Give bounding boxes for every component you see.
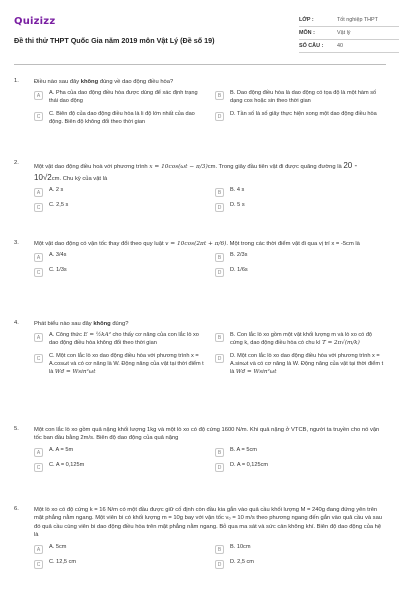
question-number: 3. <box>14 240 19 246</box>
option-b[interactable] <box>215 332 386 348</box>
option-letter: D <box>215 112 224 121</box>
question-text: Một lò xo có độ cứng k = 16 N/m có một đầu được giữ cố định còn đầu kia gắn vào quả cầu khối lượng M = 240g đang đứng yên trên mặt phẳng nằm ngang. Một viên bi có khối lượng m = 10g bay với vận tốc v₀ = 10 m/s theo phương ngang đến gắn vào quả cầu và sau đó quả cầu cùng viên bi dao động điều hòa trên mặt phẳng nằm ngang. Bỏ qua ma sát và sức cản không khí. Biên độ dao động của hệ là <box>34 507 383 539</box>
option-text: B. Dao động điều hòa là dao động có tọa độ là một hàm số dạng cos hoặc sin theo thời gian <box>230 90 377 105</box>
header-divider <box>14 64 386 65</box>
option-letter: C <box>34 463 43 472</box>
question-text: Một con lắc lò xo gồm quả nặng khối lượng 1kg và một lò xo có độ cứng 1600 N/m. Khi quả nặng ở VTCB, người ta truyền cho nó vận tốc ban đầu bằng 2m/s. Biên độ dao động của quả nặng <box>34 427 380 442</box>
option-d[interactable] <box>215 267 386 277</box>
equation: v = 10cos(2πt + π/6) <box>165 241 227 247</box>
option-letter: B <box>215 545 224 554</box>
option-text: C. Biên độ của dao động điều hòa là li độ lớn nhất của dao động. Biên độ không đổi theo thời gian <box>49 111 195 125</box>
option-text: A. Công thức E = ½kA² cho thấy cơ năng của con lắc lò xo dao động điều hòa không đổi theo thời gian <box>49 332 199 347</box>
option-text: A. 5cm <box>49 543 67 550</box>
meta-value: Vật lý <box>337 30 351 36</box>
question-number: 4. <box>14 320 19 326</box>
option-text: A. 3/4s <box>49 252 67 259</box>
option-text: D. Tần số là số giây thực hiện xong một dao động điều hòa <box>230 111 377 118</box>
option-letter: C <box>34 268 43 277</box>
option-a[interactable] <box>34 447 205 457</box>
option-letter: A <box>34 333 43 342</box>
option-c[interactable] <box>34 267 205 277</box>
equation: T = 2π√(m/k) <box>322 340 360 347</box>
meta-key: LỚP : <box>299 17 314 23</box>
option-letter: C <box>34 112 43 121</box>
option-letter: D <box>215 354 224 363</box>
option-a[interactable] <box>34 544 205 554</box>
option-b[interactable] <box>215 252 386 262</box>
option-letter: C <box>34 203 43 212</box>
option-text: B. Con lắc lò xo gồm một vật khối lượng m và lò xo có độ cứng k, dao động điều hòa có chu kì T = 2π√(m/k) <box>230 332 373 347</box>
option-c[interactable] <box>34 462 205 472</box>
question-text: Một vật dao động điều hoà với phương trình x = 10cos(ωt − π/3)cm. Trong giây đầu tiên vật đi được quãng đường là 20 - 10√2cm. Chu kỳ của vật là <box>34 161 358 182</box>
option-c[interactable] <box>34 559 205 569</box>
option-letter: A <box>34 91 43 100</box>
question-text: Một vật dao động có vận tốc thay đổi theo quy luật v = 10cos(2πt + π/6). Một trong các thời điểm vật đi qua vị trí x = -5cm là <box>34 241 360 247</box>
option-text: C. A = 0,125m <box>49 461 85 468</box>
option-c[interactable] <box>34 111 205 127</box>
option-text: C. 2,5 s <box>49 202 69 209</box>
header <box>14 10 386 60</box>
page-title: Đề thi thử THPT Quốc Gia năm 2019 môn Vật Lý (Đề số 19) <box>14 36 215 45</box>
option-text: D. 1/6s <box>230 267 248 274</box>
question-text: Điều nào sau đây không đúng về dao động điều hòa? <box>34 79 174 85</box>
meta-value: Tốt nghiệp THPT <box>337 17 378 23</box>
option-letter: A <box>34 253 43 262</box>
option-d[interactable] <box>215 111 386 127</box>
option-text: C. 12,5 cm <box>49 558 77 565</box>
option-letter: D <box>215 560 224 569</box>
option-letter: B <box>215 253 224 262</box>
meta-row-count <box>299 40 399 53</box>
equation: Wđ = Wsin²ωt <box>235 368 277 375</box>
option-text: B. 2/3s <box>230 252 248 259</box>
options <box>34 332 386 376</box>
question-3 <box>14 240 386 277</box>
options <box>34 544 386 569</box>
option-text: B. 10cm <box>230 543 251 550</box>
option-letter: D <box>215 268 224 277</box>
meta-row-class <box>299 14 399 27</box>
option-letter: C <box>34 354 43 363</box>
equation: Wđ = Wsin²ωt <box>54 368 96 375</box>
option-b[interactable] <box>215 447 386 457</box>
option-d[interactable] <box>215 353 386 376</box>
option-letter: D <box>215 463 224 472</box>
meta-key: SỐ CÂU : <box>299 43 324 49</box>
question-number: 2. <box>14 160 19 166</box>
question-text: Phát biểu nào sau đây không đúng? <box>34 321 129 327</box>
options <box>34 447 386 472</box>
option-letter: A <box>34 545 43 554</box>
option-letter: A <box>34 188 43 197</box>
options <box>34 187 386 212</box>
option-letter: D <box>215 203 224 212</box>
meta-value: 40 <box>337 43 343 49</box>
option-letter: B <box>215 188 224 197</box>
meta-row-subject <box>299 27 399 40</box>
meta-key: MÔN : <box>299 30 315 36</box>
option-letter: B <box>215 448 224 457</box>
option-text: D. A = 0,125cm <box>230 461 269 468</box>
question-number: 5. <box>14 426 19 432</box>
options <box>34 252 386 277</box>
option-text: D. Một con lắc lò xo dao động điều hòa với phương trình x = A.sinωt và có cơ năng là W. Động năng của vật tại thời điểm t là Wđ = Wsin²ωt <box>230 353 384 375</box>
option-d[interactable] <box>215 462 386 472</box>
question-6 <box>14 506 386 569</box>
question-number: 6. <box>14 506 19 512</box>
option-text: C. 1/3s <box>49 267 67 274</box>
equation: x = 10cos(ωt − π/3) <box>149 164 208 170</box>
option-b[interactable] <box>215 187 386 197</box>
option-text: C. Một con lắc lò xo dao động điều hòa với phương trình x = A.cosωt và có cơ năng là W. Động năng của vật tại thời điểm t là Wđ = Wsin²ωt <box>49 353 204 375</box>
option-b[interactable] <box>215 90 386 106</box>
option-letter: B <box>215 333 224 342</box>
option-letter: C <box>34 560 43 569</box>
option-d[interactable] <box>215 202 386 212</box>
option-letter: B <box>215 91 224 100</box>
question-1 <box>14 78 386 127</box>
option-text: B. A = 5cm <box>230 446 257 453</box>
option-text: D. 2,5 cm <box>230 558 254 565</box>
options <box>34 90 386 126</box>
option-a[interactable] <box>34 332 205 348</box>
option-text: B. 4 s <box>230 187 245 194</box>
option-a[interactable] <box>34 90 205 106</box>
option-text: A. Pha của dao động điều hòa được dùng để xác định trạng thái dao động <box>49 90 198 105</box>
option-a[interactable] <box>34 187 205 197</box>
option-c[interactable] <box>34 353 205 376</box>
question-2 <box>14 160 386 212</box>
option-text: A. 2 s <box>49 187 64 194</box>
option-a[interactable] <box>34 252 205 262</box>
meta-table <box>299 14 399 53</box>
option-text: D. 5 s <box>230 202 245 209</box>
question-number: 1. <box>14 78 19 84</box>
quizizz-logo: Quizizz <box>14 16 56 27</box>
option-c[interactable] <box>34 202 205 212</box>
question-5 <box>14 426 386 472</box>
option-b[interactable] <box>215 544 386 554</box>
option-letter: A <box>34 448 43 457</box>
option-text: A. A = 5m <box>49 446 74 453</box>
question-4 <box>14 320 386 377</box>
equation: E = ½kA² <box>83 332 111 339</box>
option-d[interactable] <box>215 559 386 569</box>
